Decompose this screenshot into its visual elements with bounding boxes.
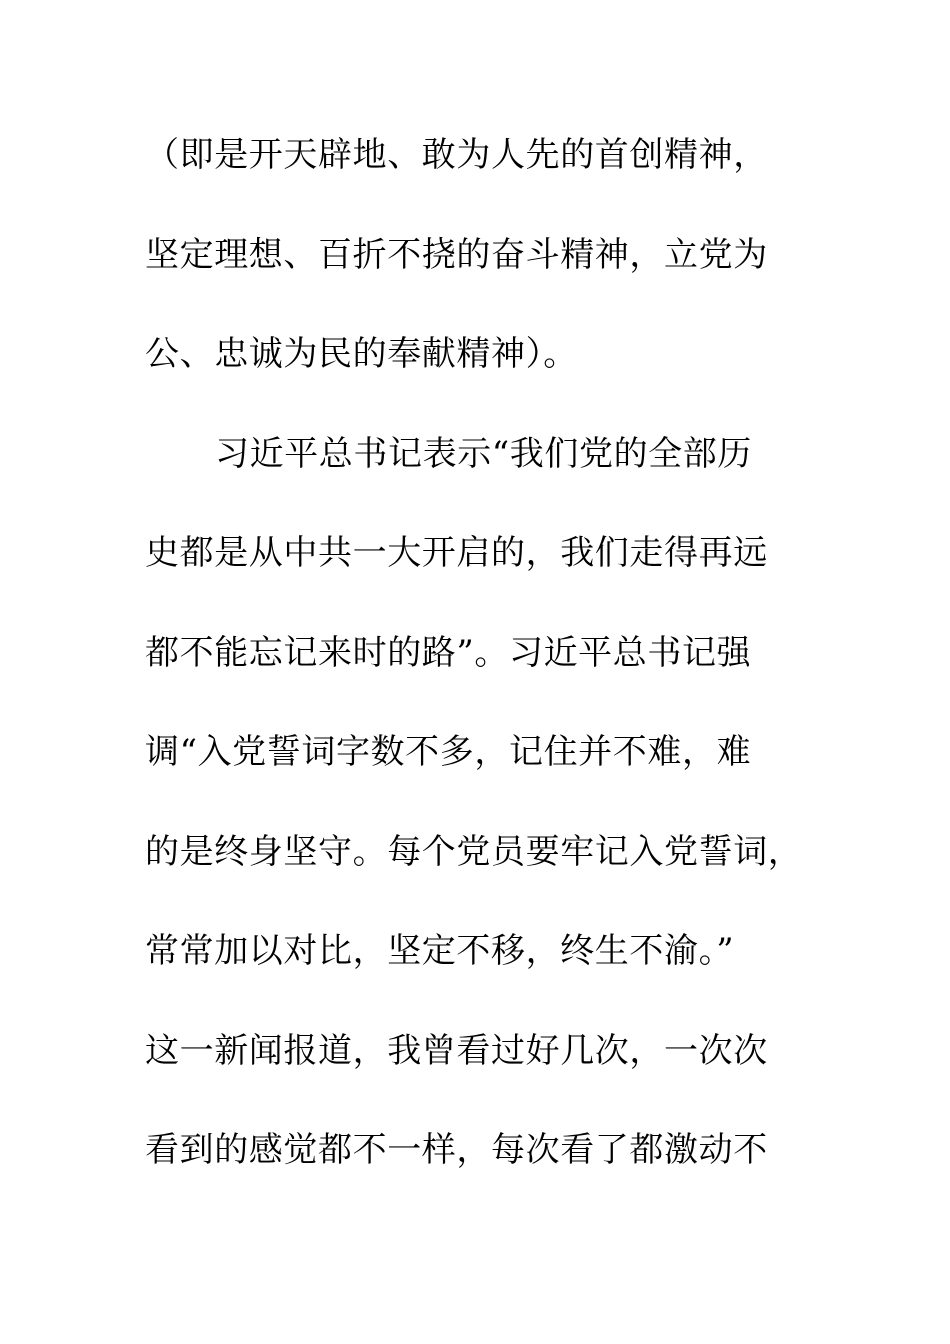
text-line: 都不能忘记来时的路”。习近平总书记强	[145, 632, 752, 673]
text-line: 看到的感觉都不一样，每次看了都激动不	[145, 1130, 768, 1170]
text-line: 调“入党誓词字数不多，记住并不难，难	[145, 732, 752, 772]
text-line: 史都是从中共一大开启的，我们走得再远	[145, 533, 768, 573]
text-line: 常常加以对比，坚定不移，终生不渝。”	[145, 931, 735, 971]
paragraph-first-line: 习近平总书记表示“我们党的全部历	[215, 433, 752, 474]
text-line: （即是开天辟地、敢为人先的首创精神，	[145, 135, 768, 175]
text-line: 的是终身坚守。每个党员要牢记入党誓词，	[145, 831, 803, 872]
text-line: 这一新闻报道，我曾看过好几次，一次次	[145, 1030, 768, 1071]
text-line: 公、忠诚为民的奉献精神）。	[145, 334, 578, 374]
body-text	[145, 124, 845, 1219]
text-line: 坚定理想、百折不挠的奋斗精神，立党为	[145, 234, 768, 275]
